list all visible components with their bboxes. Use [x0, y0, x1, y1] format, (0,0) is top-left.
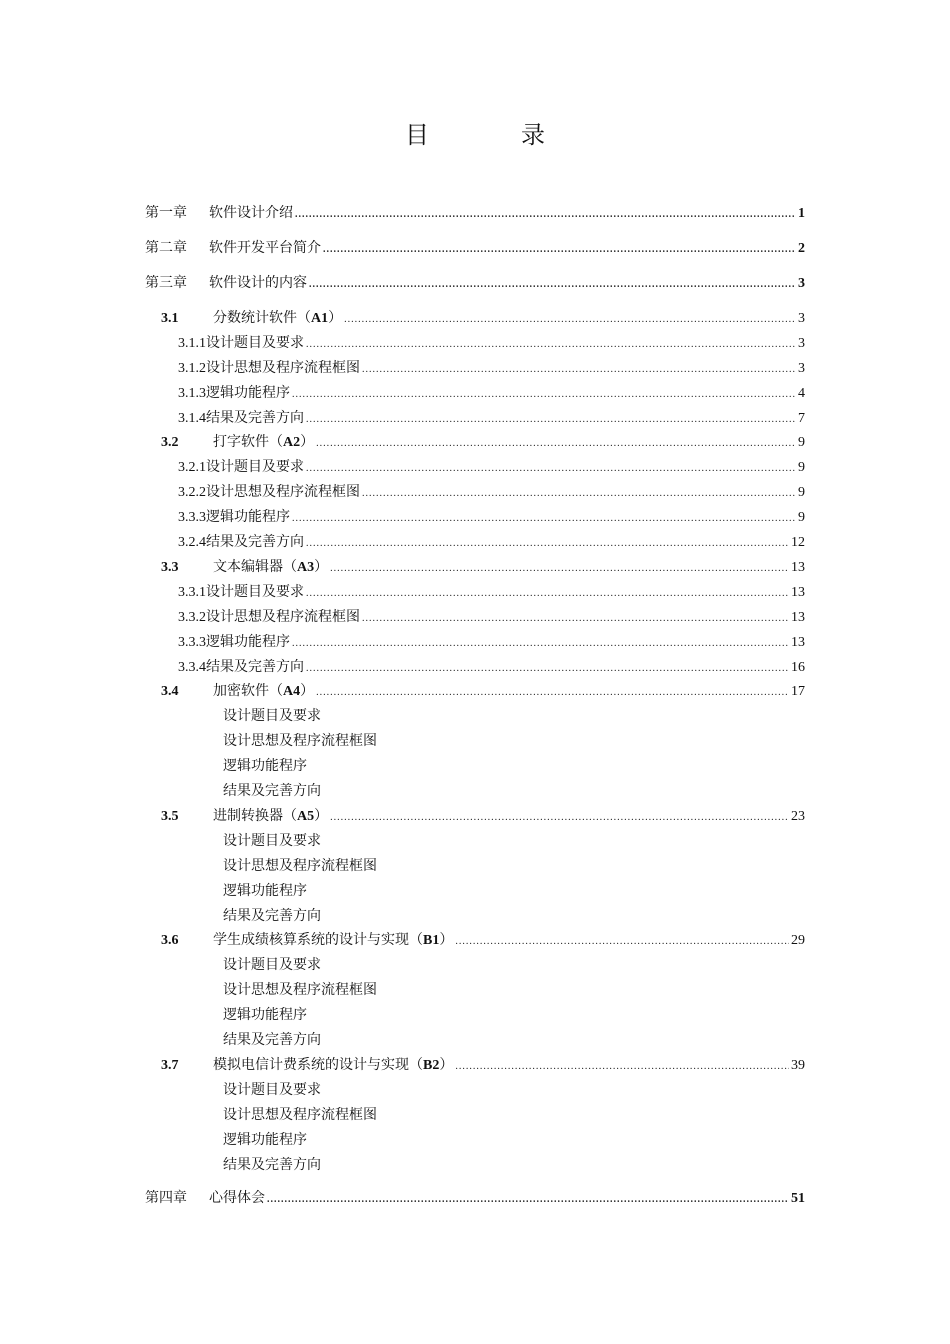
dot-leader [316, 683, 789, 703]
section-number: 3.4 [161, 684, 179, 699]
dot-leader [455, 932, 789, 952]
section-title-close: ） [314, 808, 329, 824]
toc-section-entry[interactable] [161, 930, 805, 952]
toc-subsection-entry[interactable] [223, 781, 321, 801]
subsection-number: 3.3.4 [178, 660, 206, 675]
chapter-title: 心得体会 [209, 1190, 265, 1206]
chapter-title: 软件设计的内容 [209, 275, 307, 291]
subsection-title: 设计思想及程序流程框图 [223, 1107, 377, 1123]
toc-subsection-entry[interactable] [178, 582, 805, 604]
toc-chapter-entry[interactable] [145, 1188, 805, 1210]
subsection-title: 设计题目及要求 [206, 584, 304, 600]
page-number: 13 [791, 635, 805, 650]
toc-subsection-entry[interactable] [223, 856, 377, 876]
toc-subsection-entry[interactable] [178, 507, 805, 529]
page-number: 9 [798, 510, 805, 525]
section-title-close: ） [328, 310, 343, 326]
section-number: 3.2 [161, 435, 179, 450]
section-title-close: ） [300, 683, 315, 699]
dot-leader [309, 275, 796, 295]
section-title-text: 文本编辑器（ [213, 559, 297, 575]
toc-subsection-entry[interactable] [223, 1105, 377, 1125]
subsection-number: 3.3.3 [178, 510, 206, 525]
subsection-title: 设计题目及要求 [223, 708, 321, 724]
subsection-number: 3.3.2 [178, 610, 206, 625]
dot-leader [295, 205, 796, 225]
section-code: B2 [423, 1058, 440, 1073]
dot-leader [362, 609, 789, 629]
page-number: 3 [798, 311, 805, 326]
subsection-title: 逻辑功能程序 [206, 634, 290, 650]
page-number: 13 [791, 560, 805, 575]
section-title-text: 加密软件（ [213, 683, 283, 699]
toc-section-entry[interactable] [161, 308, 805, 330]
section-title [213, 308, 342, 329]
dot-leader [306, 459, 796, 479]
toc-subsection-entry[interactable] [223, 1130, 307, 1150]
subsection-title: 结果及完善方向 [223, 1032, 321, 1048]
chapter-number: 第三章 [145, 275, 187, 291]
toc-subsection-entry[interactable] [223, 731, 377, 751]
toc-section-entry[interactable] [161, 681, 805, 703]
toc-subsection-entry[interactable] [223, 756, 307, 776]
subsection-title: 逻辑功能程序 [206, 509, 290, 525]
subsection-title: 结果及完善方向 [206, 410, 304, 426]
toc-subsection-entry[interactable] [223, 1155, 321, 1175]
subsection-title: 设计题目及要求 [206, 459, 304, 475]
subsection-title: 逻辑功能程序 [223, 1132, 307, 1148]
chapter-number: 第一章 [145, 205, 187, 221]
dot-leader [362, 484, 796, 504]
chapter-number: 第四章 [145, 1190, 187, 1206]
toc-subsection-entry[interactable] [178, 607, 805, 629]
subsection-number: 3.3.1 [178, 585, 206, 600]
page-number: 7 [798, 411, 805, 426]
subsection-number: 3.2.2 [178, 485, 206, 500]
section-title [213, 806, 328, 827]
subsection-title: 逻辑功能程序 [223, 758, 307, 774]
page-number: 13 [791, 610, 805, 625]
section-title-close: ） [439, 932, 454, 948]
toc-subsection-entry[interactable] [223, 980, 377, 1000]
section-number: 3.6 [161, 933, 179, 948]
section-title-close: ） [439, 1057, 454, 1073]
subsection-number: 3.1.4 [178, 411, 206, 426]
subsection-title: 结果及完善方向 [223, 1157, 321, 1173]
page-number: 39 [791, 1058, 805, 1073]
subsection-title: 设计题目及要求 [223, 957, 321, 973]
section-title-text: 分数统计软件（ [213, 310, 311, 326]
dot-leader [292, 509, 796, 529]
page-title: 目 录 [405, 121, 579, 149]
page-number: 4 [798, 386, 805, 401]
section-title-close: ） [314, 559, 329, 575]
chapter-title: 软件设计介绍 [209, 205, 293, 221]
toc-subsection-entry[interactable] [223, 831, 321, 851]
page-number: 12 [791, 535, 805, 550]
toc-subsection-entry[interactable] [223, 1030, 321, 1050]
toc-chapter-entry[interactable] [145, 238, 805, 260]
page-number: 3 [798, 336, 805, 351]
toc-subsection-entry[interactable] [178, 457, 805, 479]
section-code: A4 [283, 684, 301, 699]
page-number: 17 [791, 684, 805, 699]
section-title [213, 557, 328, 578]
dot-leader [330, 559, 789, 579]
page-number: 3 [798, 361, 805, 376]
toc-subsection-entry[interactable] [223, 1080, 321, 1100]
toc-section-entry[interactable] [161, 432, 805, 454]
toc-chapter-entry[interactable] [145, 203, 805, 225]
subsection-number: 3.2.1 [178, 460, 206, 475]
chapter-title: 软件开发平台简介 [209, 240, 321, 256]
toc-section-entry[interactable] [161, 806, 805, 828]
dot-leader [344, 310, 796, 330]
toc-subsection-entry[interactable] [223, 881, 307, 901]
subsection-number: 3.2.4 [178, 535, 206, 550]
dot-leader [306, 659, 789, 679]
section-title [213, 930, 453, 951]
toc-section-entry[interactable] [161, 1055, 805, 1077]
toc-subsection-entry[interactable] [223, 1005, 307, 1025]
dot-leader [455, 1057, 789, 1077]
toc-subsection-entry[interactable] [178, 657, 805, 679]
section-code: A2 [283, 435, 301, 450]
section-code: A5 [297, 809, 315, 824]
dot-leader [323, 240, 796, 260]
toc-subsection-entry[interactable] [223, 706, 321, 726]
subsection-title: 设计题目及要求 [223, 1082, 321, 1098]
subsection-title: 设计思想及程序流程框图 [206, 360, 360, 376]
toc-subsection-entry[interactable] [178, 632, 805, 654]
section-number: 3.7 [161, 1058, 179, 1073]
section-title-text: 模拟电信计费系统的设计与实现（ [213, 1057, 423, 1073]
dot-leader [306, 335, 796, 355]
page-number: 23 [791, 809, 805, 824]
toc-chapter-entry[interactable] [145, 273, 805, 295]
toc-subsection-entry[interactable] [178, 333, 805, 355]
page-number: 51 [791, 1191, 805, 1206]
subsection-title: 设计思想及程序流程框图 [206, 484, 360, 500]
subsection-number: 3.1.2 [178, 361, 206, 376]
section-title-close: ） [300, 434, 315, 450]
dot-leader [330, 808, 789, 828]
page-number: 9 [798, 460, 805, 475]
toc-subsection-entry[interactable] [223, 955, 321, 975]
section-title-text: 进制转换器（ [213, 808, 297, 824]
dot-leader [292, 385, 796, 405]
subsection-title: 设计题目及要求 [223, 833, 321, 849]
subsection-number: 3.1.1 [178, 336, 206, 351]
toc-subsection-entry[interactable] [223, 906, 321, 926]
subsection-title: 逻辑功能程序 [223, 1007, 307, 1023]
subsection-title: 设计思想及程序流程框图 [223, 733, 377, 749]
page-number: 29 [791, 933, 805, 948]
section-title-text: 打字软件（ [213, 434, 283, 450]
section-title [213, 1055, 453, 1076]
section-title [213, 681, 314, 702]
subsection-title: 逻辑功能程序 [206, 385, 290, 401]
dot-leader [267, 1190, 789, 1210]
dot-leader [316, 434, 796, 454]
section-title-text: 学生成绩核算系统的设计与实现（ [213, 932, 423, 948]
page-number: 1 [798, 206, 805, 221]
section-number: 3.3 [161, 560, 179, 575]
page-number: 3 [798, 276, 805, 291]
subsection-title: 设计思想及程序流程框图 [206, 609, 360, 625]
dot-leader [306, 584, 789, 604]
subsection-title: 设计题目及要求 [206, 335, 304, 351]
section-code: A1 [311, 311, 329, 326]
subsection-number: 3.1.3 [178, 386, 206, 401]
page-number: 9 [798, 485, 805, 500]
subsection-title: 结果及完善方向 [206, 534, 304, 550]
subsection-title: 设计思想及程序流程框图 [223, 982, 377, 998]
dot-leader [306, 534, 789, 554]
subsection-title: 结果及完善方向 [223, 908, 321, 924]
toc-subsection-entry[interactable] [178, 408, 805, 430]
subsection-title: 结果及完善方向 [206, 659, 304, 675]
dot-leader [292, 634, 789, 654]
toc-subsection-entry[interactable] [178, 383, 805, 405]
page-number: 13 [791, 585, 805, 600]
page-number: 2 [798, 241, 805, 256]
toc-subsection-entry[interactable] [178, 532, 805, 554]
subsection-number: 3.3.3 [178, 635, 206, 650]
dot-leader [362, 360, 796, 380]
subsection-title: 结果及完善方向 [223, 783, 321, 799]
subsection-title: 设计思想及程序流程框图 [223, 858, 377, 874]
toc-subsection-entry[interactable] [178, 482, 805, 504]
section-title [213, 432, 314, 453]
section-number: 3.5 [161, 809, 179, 824]
toc-section-entry[interactable] [161, 557, 805, 579]
toc-subsection-entry[interactable] [178, 358, 805, 380]
dot-leader [306, 410, 796, 430]
section-number: 3.1 [161, 311, 179, 326]
section-code: A3 [297, 560, 315, 575]
page-number: 16 [791, 660, 805, 675]
chapter-number: 第二章 [145, 240, 187, 256]
subsection-title: 逻辑功能程序 [223, 883, 307, 899]
section-code: B1 [423, 933, 440, 948]
page-number: 9 [798, 435, 805, 450]
